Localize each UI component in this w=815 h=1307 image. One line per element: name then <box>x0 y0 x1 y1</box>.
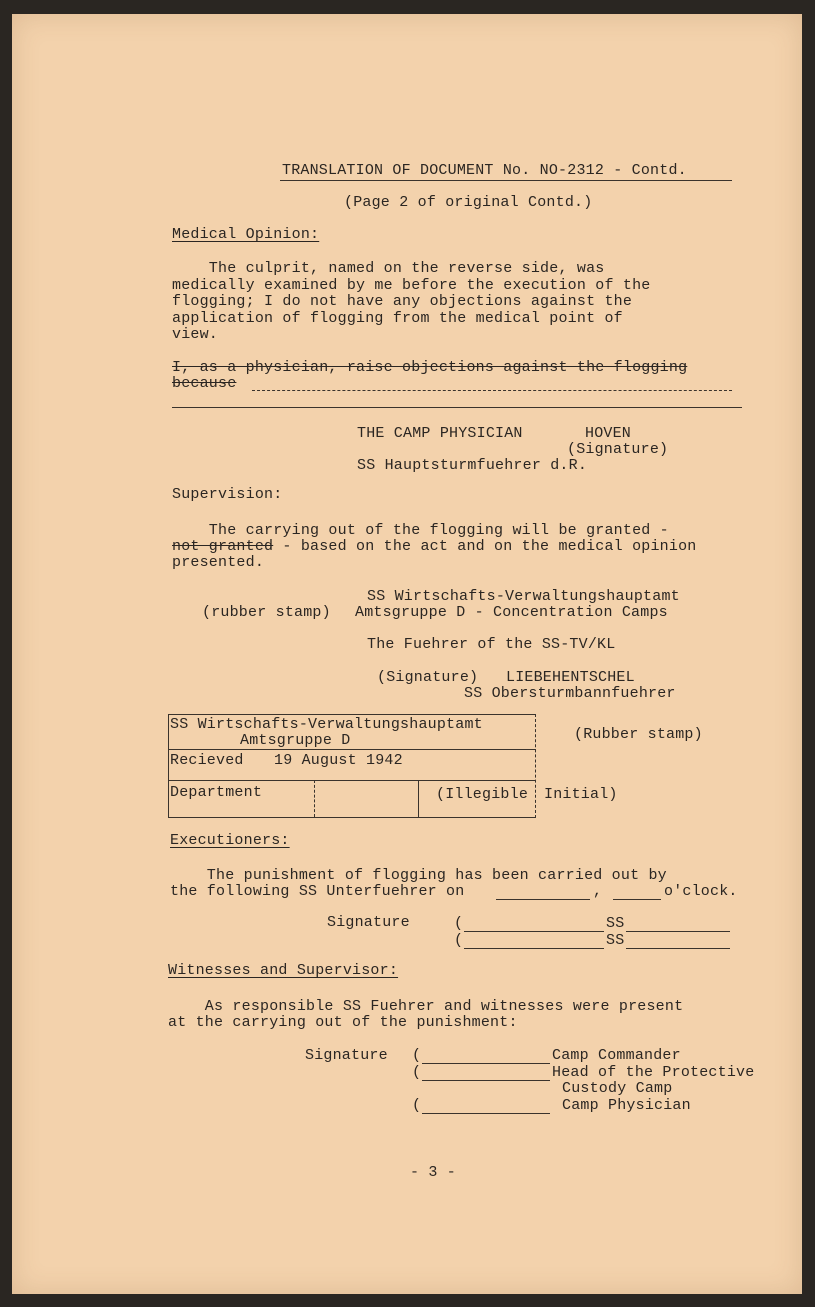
physician-name: HOVEN <box>585 425 632 442</box>
document-page <box>12 14 802 1294</box>
supervisor-rank: SS Obersturmbannfuehrer <box>464 685 676 702</box>
title-underline <box>280 180 732 181</box>
initial-label: Initial) <box>544 786 618 803</box>
supervision-line-2 <box>172 538 697 555</box>
flogging-date-blank <box>496 899 590 900</box>
camp-physician-witness-label: Camp Physician <box>562 1097 691 1114</box>
executioners-oclock: o'clock. <box>664 883 738 900</box>
witnesses-line-2: at the carrying out of the punishment: <box>168 1014 518 1031</box>
page-number: - 3 - <box>410 1164 457 1181</box>
camp-commander-label: Camp Commander <box>552 1047 681 1064</box>
wva-office-line-1: SS Wirtschafts-Verwaltungshauptamt <box>367 588 680 605</box>
executioner-1-rank-blank <box>626 931 730 932</box>
stamp-box-bottom <box>168 817 536 818</box>
custody-camp-label: Custody Camp <box>562 1080 673 1097</box>
physician-signature-label: (Signature) <box>567 441 669 458</box>
received-label: Recieved <box>170 752 244 769</box>
camp-physician-label: THE CAMP PHYSICIAN <box>357 425 523 442</box>
medical-line-5: view. <box>172 326 219 343</box>
executioners-line-2: the following SS Unterfuehrer on <box>170 883 465 900</box>
stamp-box-row-2 <box>168 780 536 781</box>
executioners-line-1: The punishment of flogging has been carried out by <box>170 867 667 884</box>
struck-objection-line: I, as a physician, raise objections against the flogging <box>172 359 688 376</box>
received-date: 19 August 1942 <box>274 752 403 769</box>
illegible-label: (Illegible <box>436 786 529 803</box>
witnesses-heading: Witnesses and Supervisor: <box>168 962 399 979</box>
executioner-1-name-blank <box>464 931 604 932</box>
medical-line-3: flogging; I do not have any objections against the <box>172 293 633 310</box>
witnesses-line-1: As responsible SS Fuehrer and witnesses were present <box>168 998 684 1015</box>
stamp-box-col-2 <box>418 780 419 817</box>
witness-3-blank <box>422 1113 550 1114</box>
medical-opinion-heading: Medical Opinion: <box>172 226 320 243</box>
witness-2-blank <box>422 1080 550 1081</box>
executioner-2-rank-blank <box>626 948 730 949</box>
executioner-2-name-blank <box>464 948 604 949</box>
supervisor-name: LIEBEHENTSCHEL <box>506 669 635 686</box>
because-blank-line <box>252 390 732 391</box>
rubber-stamp-note: (Rubber stamp) <box>574 726 703 743</box>
executioner-1-paren: ( <box>454 915 464 932</box>
stamp-box-top <box>168 714 536 715</box>
supervision-line-2-rest: - based on the act and on the medical opinion <box>273 538 697 555</box>
executioners-comma: , <box>593 883 603 900</box>
executioner-2-ss: SS <box>606 932 625 949</box>
witness-2-paren: ( <box>412 1064 422 1081</box>
document-title: TRANSLATION OF DOCUMENT No. NO-2312 - Contd. <box>282 162 687 179</box>
witnesses-signature-label: Signature <box>305 1047 388 1064</box>
executioners-signature-label: Signature <box>327 914 410 931</box>
medical-line-2: medically examined by me before the execution of the <box>172 277 651 294</box>
stamp-box-right <box>535 714 536 818</box>
medical-line-1: The culprit, named on the reverse side, was <box>172 260 605 277</box>
stamp-box-left <box>168 714 169 818</box>
supervision-line-3: presented. <box>172 554 265 571</box>
medical-line-4: application of flogging from the medical point of <box>172 310 623 327</box>
stamp-box-amtsgruppe: Amtsgruppe D <box>240 732 351 749</box>
stamp-box-col-1 <box>314 780 315 817</box>
section-divider <box>172 407 742 408</box>
supervision-heading: Supervision: <box>172 486 283 503</box>
executioner-2-paren: ( <box>454 932 464 949</box>
supervisor-signature-label: (Signature) <box>377 669 479 686</box>
flogging-time-blank <box>613 899 661 900</box>
document-subtitle: (Page 2 of original Contd.) <box>344 194 593 211</box>
rubber-stamp-label: (rubber stamp) <box>202 604 331 621</box>
executioners-heading: Executioners: <box>170 832 290 849</box>
department-label: Department <box>170 784 263 801</box>
struck-not-granted: not granted <box>172 538 274 555</box>
supervision-line-1: The carrying out of the flogging will be granted - <box>172 522 669 539</box>
physician-rank: SS Hauptsturmfuehrer d.R. <box>357 457 588 474</box>
witness-1-blank <box>422 1063 550 1064</box>
witness-3-paren: ( <box>412 1097 422 1114</box>
fuehrer-of-ss-tv-kl: The Fuehrer of the SS-TV/KL <box>367 636 616 653</box>
stamp-box-office: SS Wirtschafts-Verwaltungshauptamt <box>170 716 483 733</box>
head-protective-custody-label: Head of the Protective <box>552 1064 755 1081</box>
wva-office-line-2: Amtsgruppe D - Concentration Camps <box>355 604 668 621</box>
stamp-box-row-1 <box>168 749 536 750</box>
witness-1-paren: ( <box>412 1047 422 1064</box>
struck-because: because <box>172 375 237 392</box>
executioner-1-ss: SS <box>606 915 625 932</box>
